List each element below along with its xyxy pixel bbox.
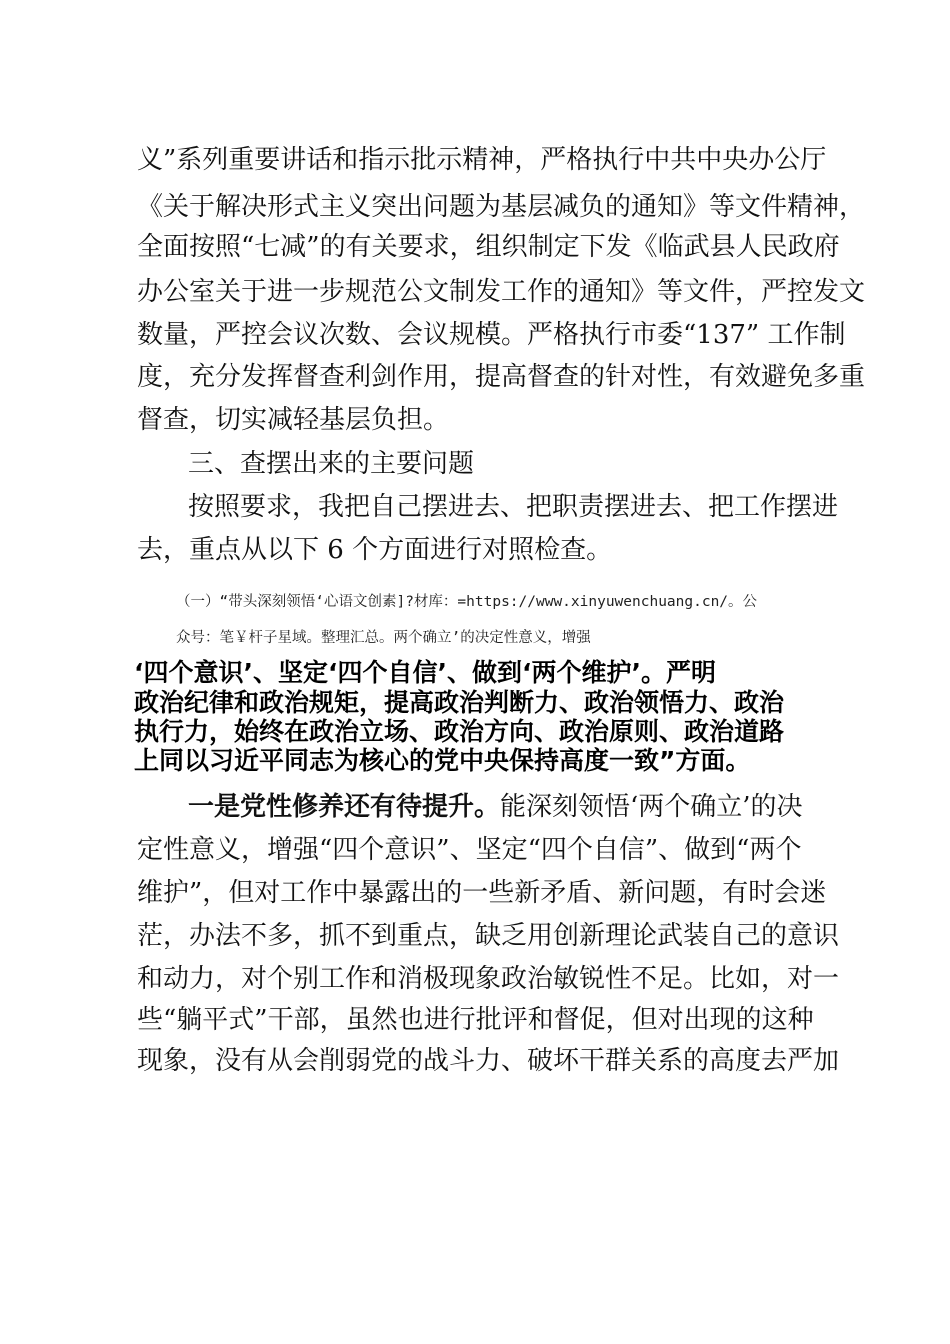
intro-line: 去，重点从以下 6 个方面进行对照检查。 [137,535,613,565]
point-one-first-line [188,790,803,824]
intro-line: 按照要求，我把自己摆进去、把职责摆进去、把工作摆进 [188,492,839,522]
bold-line: 政治纪律和政治规矩，提高政治判断力、政治领悟力、政治 [134,688,785,717]
bold-line: 执行力，始终在政治立场、政治方向、政治原则、政治道路 [134,717,785,746]
point-one-lead: 一是党性修养还有待提升。 [188,792,501,822]
paragraph-line: 度，充分发挥督查利剑作用，提高督查的针对性，有效避免多重 [137,362,866,392]
paragraph-line: 数量，严控会议次数、会议规模。严格执行市委“137” 工作制 [137,320,846,350]
point-one-line: 些“躺平式”干部，虽然也进行批评和督促，但对出现的这种 [137,1005,814,1035]
paragraph-line: 《关于解决形式主义突出问题为基层减负的通知》等文件精神， [137,192,866,222]
point-one-first-rest: 能深刻领悟‘两个确立’的决 [500,792,803,822]
section-heading: 三、查摆出来的主要问题 [188,449,475,479]
sub-item-line: 众号：笔￥杆子星域。整理汇总。两个确立’的决定性意义，增强 [176,630,591,646]
paragraph-line: 全面按照“七减”的有关要求，组织制定下发《临武县人民政府 [137,232,840,262]
point-one-line: 和动力，对个别工作和消极现象政治敏锐性不足。比如，对一 [137,964,840,994]
paragraph-line: 督查，切实减轻基层负担。 [137,405,450,435]
bold-line: ‘四个意识’、坚定‘四个自信’、做到‘两个维护’。严明 [134,658,716,687]
paragraph-line: 办公室关于进一步规范公文制发工作的通知》等文件，严控发文 [137,277,866,307]
point-one-line: 茫，办法不多，抓不到重点，缺乏用创新理论武装自己的意识 [137,921,840,951]
point-one-line: 定性意义，增强“四个意识”、坚定“四个自信”、做到“两个 [137,835,802,865]
sub-item-line: （一）“带头深刻领悟‘心语文创素]?材库：=https://www.xinyuwenchuang.cn/。公 [176,594,758,610]
point-one-line: 现象，没有从会削弱党的战斗力、破坏干群关系的高度去严加 [137,1046,840,1076]
point-one-line: 维护”，但对工作中暴露出的一些新矛盾、新问题，有时会迷 [137,878,827,908]
bold-line: 上同以习近平同志为核心的党中央保持高度一致”方面。 [134,746,751,775]
paragraph-line: 义”系列重要讲话和指示批示精神，严格执行中共中央办公厅 [137,145,827,175]
